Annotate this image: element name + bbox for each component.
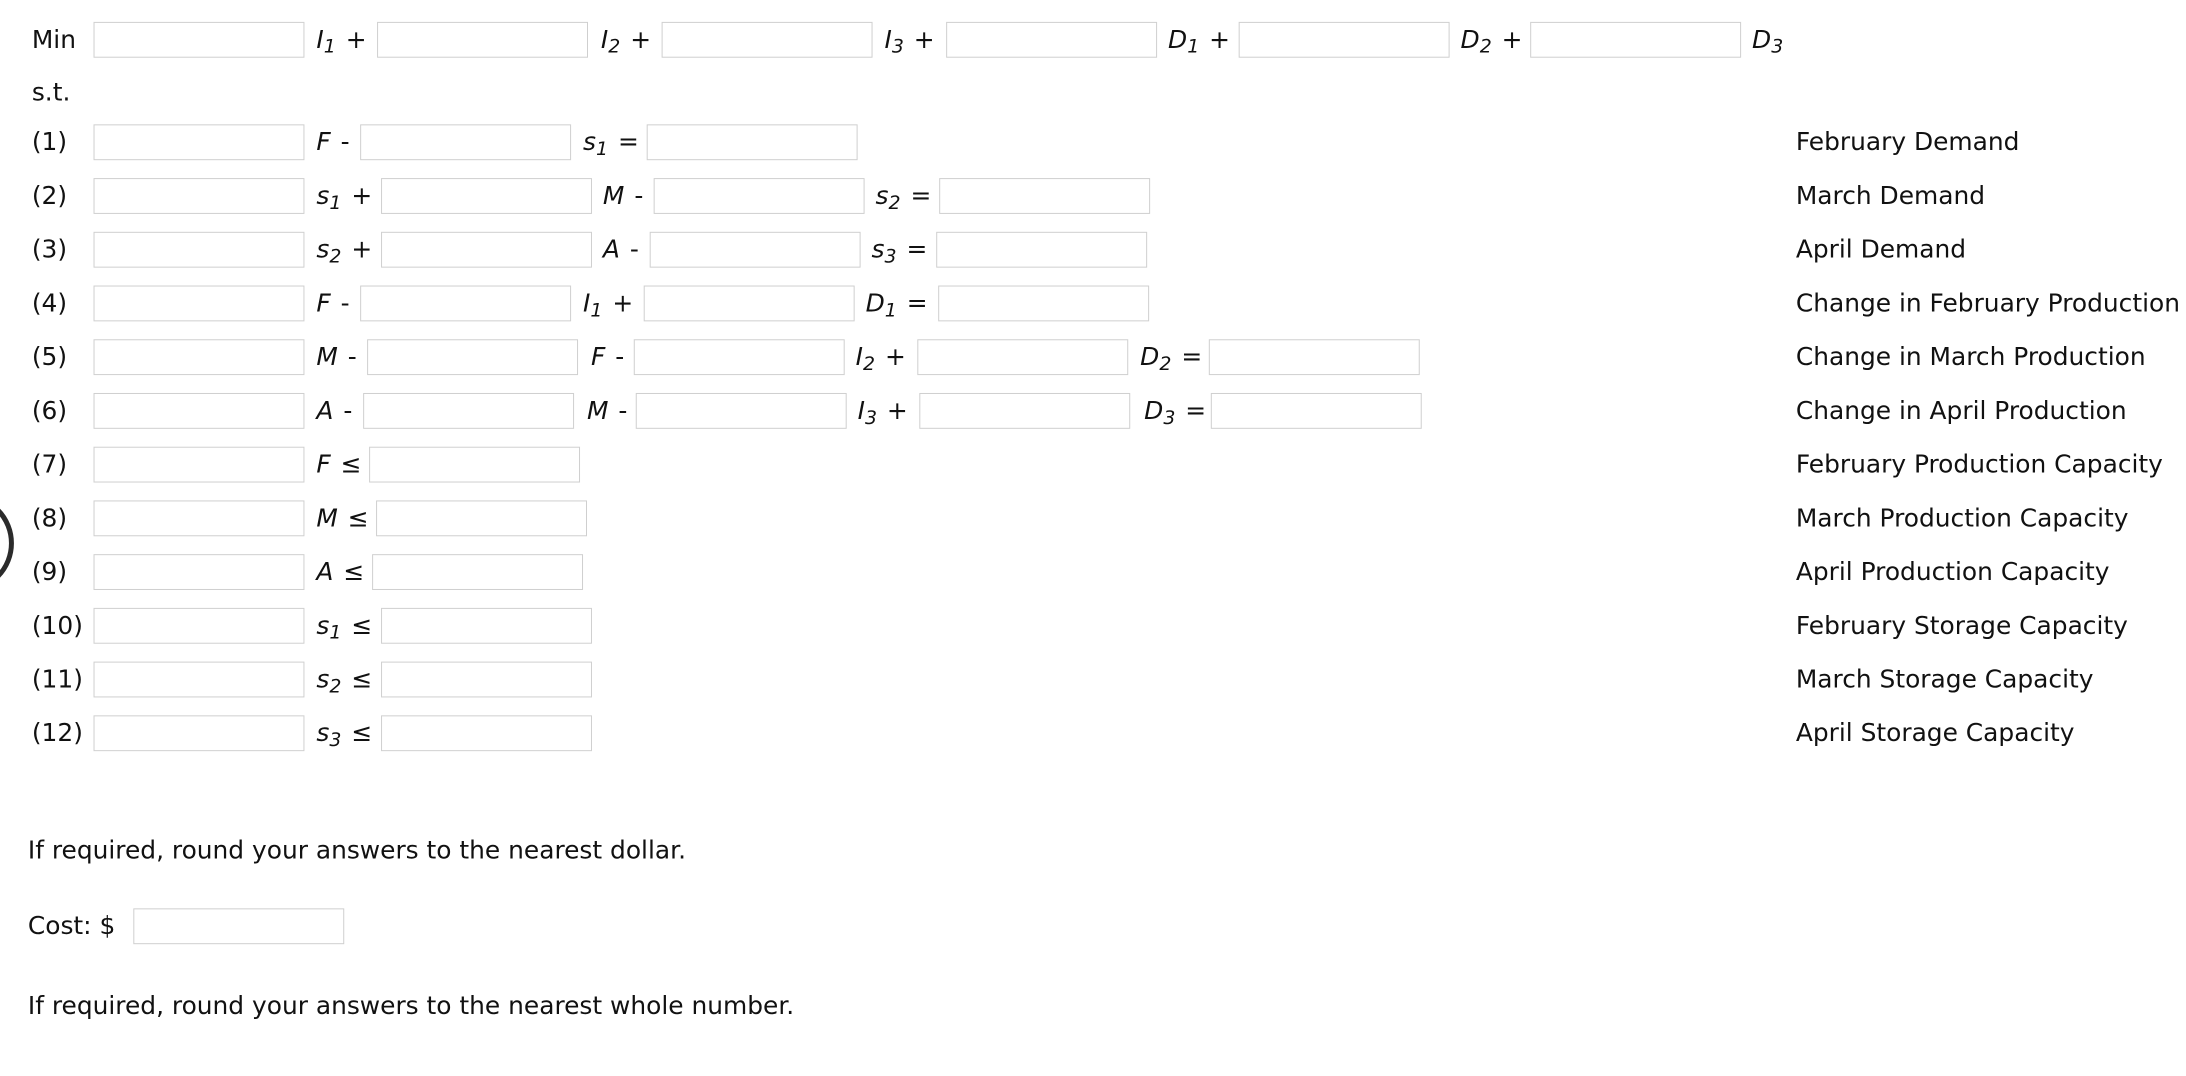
objective-coef-input[interactable] [662,22,873,58]
operator: - [634,181,644,210]
constraint-term [316,127,349,157]
variable-subscript: 1 [323,35,336,58]
variable-symbol: s [316,234,330,264]
variable-subscript: 3 [329,729,342,752]
variable-subscript: 2 [862,353,875,376]
variable-symbol: F [316,127,331,157]
constraint-coef-input[interactable] [919,393,1130,429]
constraint-coef-input[interactable] [94,286,305,322]
constraint-coef-input[interactable] [654,178,865,214]
constraint-coef-input[interactable] [360,286,571,322]
variable-symbol: A [316,395,334,425]
variable-subscript: 1 [595,138,609,161]
operator: ≤ [347,503,369,533]
operator: + [913,24,935,54]
variable-symbol: s [316,610,330,640]
operator: - [340,127,350,157]
constraint-term [1144,395,1207,429]
operator: - [343,395,353,425]
operator: - [629,234,639,264]
variable-symbol: I [855,342,863,372]
variable-subscript: 2 [1159,353,1172,376]
operator: - [340,288,350,318]
constraint-term [583,288,634,322]
objective-term-d1 [1168,24,1231,58]
min-label: Min [31,24,76,54]
constraint-coef-input[interactable] [381,232,592,268]
variable-subscript: 3 [891,35,904,58]
constraint-coef-input[interactable] [381,608,592,644]
constraint-number: (5) [31,342,68,372]
constraint-term [865,288,928,322]
objective-term-i1 [316,24,367,58]
variable-symbol: I [316,24,324,54]
operator: ≤ [343,557,365,587]
constraint-number: (1) [31,127,68,157]
constraint-term [316,181,373,214]
variable-symbol: F [316,449,331,479]
constraint-coef-input[interactable] [381,662,592,698]
operator: - [615,342,625,372]
constraint-term [316,450,361,480]
cost-input[interactable] [133,908,344,944]
cursor-ring-icon [0,493,14,592]
constraint-coef-input[interactable] [917,339,1128,375]
constraint-description: April Production Capacity [1795,557,2110,587]
round-whole-note: If required, round your answers to the nearest whole number. [27,990,795,1020]
variable-subscript: 1 [329,192,342,214]
operator: = [1185,395,1207,425]
variable-symbol: D [1140,342,1160,372]
constraint-coef-input[interactable] [360,124,571,160]
operator: ≤ [351,610,373,640]
variable-symbol: I [857,395,865,425]
variable-subscript: 2 [608,35,621,58]
constraint-coef-input[interactable] [634,339,845,375]
constraint-coef-input[interactable] [94,554,305,590]
objective-coef-input[interactable] [94,22,305,58]
constraint-number: (4) [31,288,68,318]
constraint-description: March Storage Capacity [1795,664,2094,694]
cost-label: Cost: $ [27,911,116,941]
constraint-term [316,664,373,698]
constraint-coef-input[interactable] [94,124,305,160]
constraint-term [591,342,624,372]
variable-subscript: 3 [1163,406,1176,429]
constraint-coef-input[interactable] [636,393,847,429]
constraint-term [316,342,356,372]
variable-symbol: D [1144,395,1164,425]
constraint-coef-input[interactable] [1209,339,1420,375]
variable-subscript: 1 [590,299,603,322]
variable-symbol: s [583,127,596,157]
objective-coef-input[interactable] [377,22,588,58]
constraint-description: February Demand [1795,127,2020,157]
operator: = [617,127,639,157]
constraint-number: (9) [31,557,68,587]
operator: + [1501,24,1523,54]
variable-symbol: A [602,234,620,264]
operator: ≤ [351,718,373,748]
constraint-coef-input[interactable] [369,447,580,483]
variable-subscript: 3 [1771,35,1784,58]
operator: + [612,288,634,318]
constraint-coef-input[interactable] [363,393,574,429]
variable-symbol: s [875,181,889,210]
constraint-term [316,234,373,268]
constraint-number: (3) [31,234,68,264]
constraint-coef-input[interactable] [647,124,858,160]
operator: + [886,395,908,425]
variable-subscript: 2 [329,675,342,698]
constraint-coef-input[interactable] [94,608,305,644]
constraint-coef-input[interactable] [1211,393,1422,429]
objective-term-i2 [600,24,652,58]
variable-subscript: 1 [329,621,342,644]
constraint-coef-input[interactable] [94,339,305,375]
constraint-description: Change in March Production [1795,342,2146,372]
variable-subscript: 2 [888,192,901,214]
constraint-description: February Storage Capacity [1795,610,2128,640]
variable-subscript: 3 [864,406,877,429]
objective-term-i3 [884,24,935,58]
constraint-coef-input[interactable] [94,232,305,268]
variable-symbol: F [316,288,331,318]
constraint-coef-input[interactable] [650,232,861,268]
variable-symbol: I [583,288,591,318]
constraint-number: (12) [31,718,83,748]
constraint-number: (11) [31,664,83,694]
constraint-term [603,235,639,265]
constraint-description: Change in February Production [1795,288,2180,318]
constraint-description: April Storage Capacity [1795,718,2075,748]
variable-subscript: 1 [1187,35,1200,58]
constraint-coef-input[interactable] [381,715,592,751]
constraint-number: (6) [31,395,68,425]
objective-term-d3 [1752,24,1784,58]
constraint-description: Change in April Production [1795,395,2127,425]
constraint-term [316,289,349,319]
variable-symbol: I [884,24,892,54]
constraint-number: (10) [31,610,83,640]
constraint-term [583,127,639,161]
variable-symbol: M [587,395,609,425]
variable-symbol: D [1168,24,1188,54]
variable-symbol: s [316,181,330,210]
constraint-term [1140,342,1203,376]
constraint-number: (7) [31,449,68,479]
constraint-term [316,503,368,533]
constraint-description: April Demand [1795,234,1967,264]
variable-subscript: 2 [329,245,342,268]
variable-symbol: M [602,181,625,210]
variable-symbol: s [316,664,330,694]
operator: + [630,24,652,54]
constraint-description: February Production Capacity [1795,449,2163,479]
operator: - [347,342,357,372]
constraint-term [857,395,908,429]
constraint-term [316,557,364,587]
variable-symbol: D [1752,24,1772,54]
variable-symbol: D [1460,24,1480,54]
constraint-number: (8) [31,503,68,533]
operator: + [345,24,367,54]
constraint-coef-input[interactable] [939,178,1150,214]
variable-symbol: s [871,234,885,264]
constraint-coef-input[interactable] [381,178,592,214]
variable-symbol: M [316,503,338,533]
constraint-coef-input[interactable] [94,715,305,751]
variable-symbol: s [316,718,330,748]
round-dollar-note: If required, round your answers to the nearest dollar. [27,835,686,865]
operator: = [910,181,932,210]
constraint-coef-input[interactable] [938,286,1149,322]
objective-coef-input[interactable] [946,22,1157,58]
variable-subscript: 2 [1479,35,1492,58]
constraint-coef-input[interactable] [367,339,578,375]
constraint-coef-input[interactable] [94,178,305,214]
constraint-term [871,234,928,268]
constraint-term [316,610,373,644]
operator: + [1209,24,1231,54]
objective-coef-input[interactable] [1239,22,1450,58]
constraint-coef-input[interactable] [94,393,305,429]
constraint-term [316,396,352,426]
variable-subscript: 1 [884,299,897,322]
constraint-description: March Demand [1795,181,1986,210]
variable-symbol: A [316,557,334,587]
operator: + [884,342,906,372]
variable-symbol: D [865,288,885,318]
constraint-description: March Production Capacity [1795,503,2129,533]
operator: - [618,395,628,425]
constraint-coef-input[interactable] [94,447,305,483]
constraint-term [603,181,643,211]
variable-subscript: 3 [884,245,897,268]
constraint-number: (2) [31,181,68,210]
operator: + [351,234,373,264]
constraint-coef-input[interactable] [372,554,583,590]
constraint-coef-input[interactable] [936,232,1147,268]
objective-coef-input[interactable] [1530,22,1741,58]
constraint-coef-input[interactable] [644,286,855,322]
objective-term-d2 [1460,24,1523,58]
constraint-term [316,718,373,752]
variable-symbol: I [600,24,609,54]
operator: = [906,288,928,318]
constraint-coef-input[interactable] [376,500,587,536]
operator: = [906,234,928,264]
operator: = [1181,342,1203,372]
variable-symbol: M [316,342,338,372]
constraint-coef-input[interactable] [94,662,305,698]
operator: ≤ [340,449,362,479]
constraint-coef-input[interactable] [94,500,305,536]
st-label: s.t. [31,77,71,107]
constraint-term [875,181,932,214]
constraint-term [587,396,627,426]
constraint-term [855,342,906,376]
operator: + [351,181,373,210]
variable-symbol: F [590,342,606,372]
operator: ≤ [351,664,373,694]
